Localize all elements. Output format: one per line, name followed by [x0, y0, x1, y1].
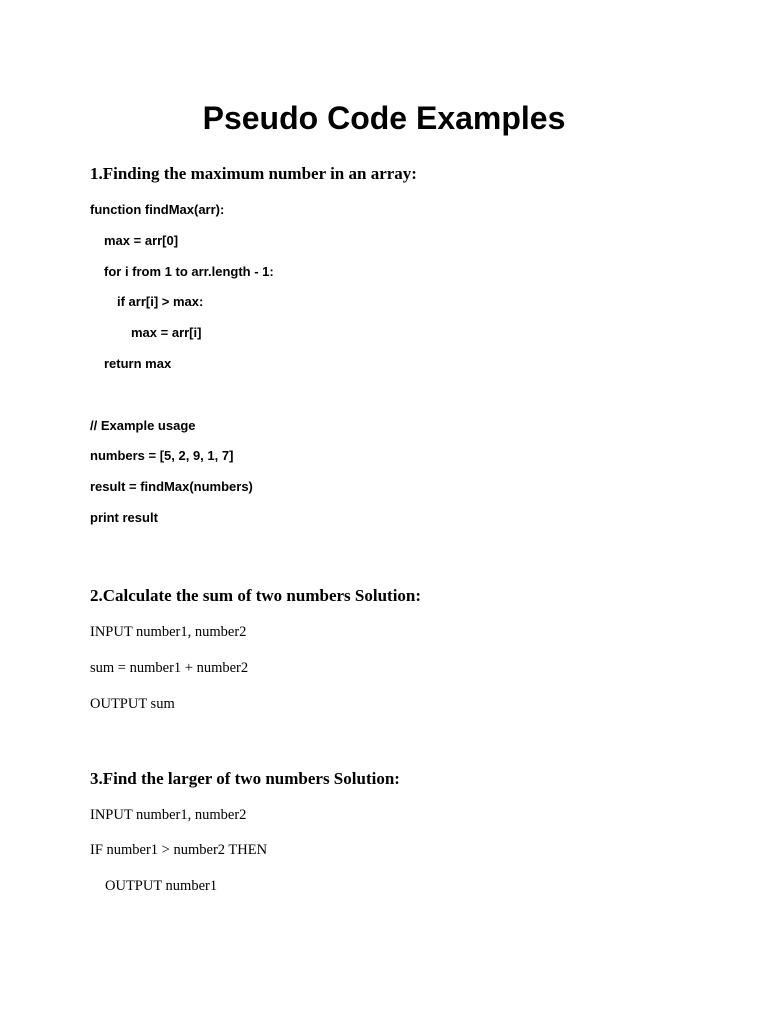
pseudo-line: sum = number1 + number2 [90, 660, 249, 676]
code-line: return max [104, 356, 172, 371]
section-heading-larger: 3.Find the larger of two numbers Solution: [90, 769, 400, 788]
code-line: print result [90, 510, 158, 525]
code-line: result = findMax(numbers) [90, 479, 253, 494]
code-line: if arr[i] > max: [117, 294, 204, 309]
code-line: max = arr[0] [104, 233, 179, 248]
section-heading-sum: 2.Calculate the sum of two numbers Solution: [90, 586, 422, 605]
section-heading-find-max: 1.Finding the maximum number in an array: [90, 164, 417, 183]
code-line: numbers = [5, 2, 9, 1, 7] [90, 448, 234, 463]
code-comment: // Example usage [90, 418, 196, 433]
pseudo-line: OUTPUT sum [90, 696, 175, 712]
pseudo-line: INPUT number1, number2 [90, 807, 247, 823]
code-line: max = arr[i] [131, 325, 202, 340]
code-line: function findMax(arr): [90, 202, 225, 217]
pseudo-line: IF number1 > number2 THEN [90, 842, 268, 858]
code-line: for i from 1 to arr.length - 1: [104, 264, 274, 279]
page-title: Pseudo Code Examples [202, 100, 566, 136]
pseudo-line: INPUT number1, number2 [90, 624, 247, 640]
pseudo-line: OUTPUT number1 [105, 878, 218, 894]
